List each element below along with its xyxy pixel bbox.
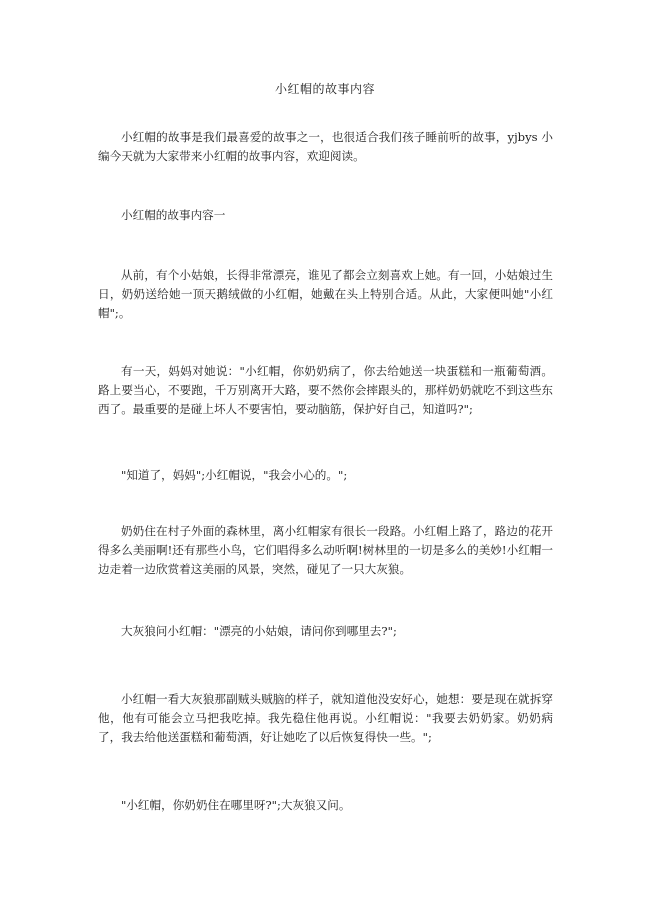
paragraph: "小红帽，你奶奶住在哪里呀?";大灰狼又问。 <box>121 798 351 812</box>
paragraph: 有一天，妈妈对她说："小红帽，你奶奶病了，你去给她送一块蛋糕和一瓶葡萄酒。路上要当心，不要跑，千万别离开大路，要不然你会摔跟头的，那样奶奶就吃不到这些东西了。最重要的是碰上坏人不要害怕，要动脑筋，保护好自己，知道吗?"; <box>98 364 553 416</box>
paragraph: 从前，有个小姑娘，长得非常漂亮，谁见了都会立刻喜欢上她。有一回，小姑娘过生日，奶奶送给她一顶天鹅绒做的小红帽，她戴在头上特别合适。从此，大家便叫她"小红帽";。 <box>98 268 553 320</box>
paragraph-intro: 小红帽的故事是我们最喜爱的故事之一，也很适合我们孩子睡前听的故事，yjbys 小编今天就为大家带来小红帽的故事内容，欢迎阅读。 <box>98 130 553 163</box>
paragraph: 大灰狼问小红帽："漂亮的小姑娘，请问你到哪里去?"; <box>121 624 397 638</box>
paragraph: 奶奶住在村子外面的森林里，离小红帽家有很长一段路。小红帽上路了，路边的花开得多么美丽啊!还有那些小鸟，它们唱得多么动听啊!树林里的一切是多么的美妙!小红帽一边走着一边欣赏着这美丽的风景，突然，碰见了一只大灰狼。 <box>98 524 553 576</box>
paragraph: 小红帽一看大灰狼那副贼头贼脑的样子，就知道他没安好心，她想：要是现在就拆穿他，他有可能会立马把我吃掉。我先稳住他再说。小红帽说："我要去奶奶家。奶奶病了，我去给他送蛋糕和葡萄酒，好让她吃了以后恢复得快一些。"; <box>98 692 553 744</box>
section-heading: 小红帽的故事内容一 <box>121 208 226 222</box>
paragraph: "知道了，妈妈";小红帽说，"我会小心的。"; <box>121 468 348 482</box>
document-title: 小红帽的故事内容 <box>274 82 375 96</box>
